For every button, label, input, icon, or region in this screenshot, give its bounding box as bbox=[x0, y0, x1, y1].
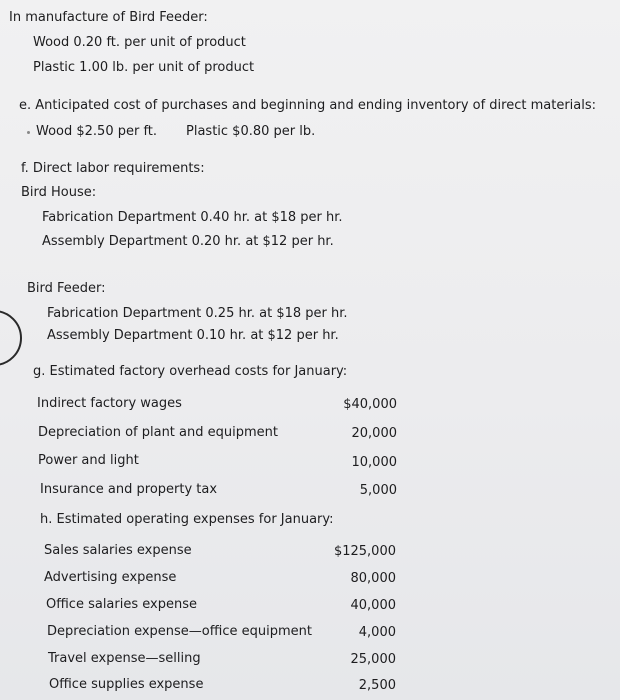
overhead-item-label: Power and light bbox=[38, 453, 139, 468]
expense-item-label: Office salaries expense bbox=[46, 597, 197, 612]
expense-item-label: Advertising expense bbox=[44, 570, 177, 585]
overhead-item-amount: 10,000 bbox=[351, 455, 397, 470]
bird-house-fabrication: Fabrication Department 0.40 hr. at $18 per hr. bbox=[42, 210, 343, 225]
bird-feeder-assembly: Assembly Department 0.10 hr. at $12 per hr. bbox=[47, 328, 339, 343]
section-e-heading: e. Anticipated cost of purchases and beginning and ending inventory of direct materials: bbox=[19, 98, 597, 113]
plastic-requirement: Plastic 1.00 lb. per unit of product bbox=[33, 60, 255, 75]
plastic-cost: Plastic $0.80 per lb. bbox=[186, 124, 316, 139]
bird-feeder-materials-heading: In manufacture of Bird Feeder: bbox=[9, 10, 208, 25]
bird-feeder-label: Bird Feeder: bbox=[27, 281, 106, 296]
expense-item-amount: 4,000 bbox=[358, 625, 396, 640]
bird-house-assembly: Assembly Department 0.20 hr. at $12 per hr. bbox=[42, 234, 334, 249]
margin-circle-mark bbox=[0, 310, 22, 366]
expense-item-label: Travel expense—selling bbox=[48, 651, 201, 666]
section-f-heading: f. Direct labor requirements: bbox=[21, 161, 205, 176]
wood-cost: Wood $2.50 per ft. bbox=[36, 124, 158, 139]
wood-requirement: Wood 0.20 ft. per unit of product bbox=[33, 35, 246, 50]
overhead-item-amount: 5,000 bbox=[359, 483, 397, 498]
overhead-item-label: Depreciation of plant and equipment bbox=[38, 425, 278, 440]
expense-item-amount: 2,500 bbox=[358, 678, 396, 693]
expense-item-amount: $125,000 bbox=[333, 544, 396, 559]
overhead-item-amount: $40,000 bbox=[343, 397, 397, 412]
expense-item-label: Sales salaries expense bbox=[44, 543, 192, 558]
expense-item-amount: 80,000 bbox=[350, 571, 396, 586]
expense-item-amount: 25,000 bbox=[350, 652, 396, 667]
expense-item-amount: 40,000 bbox=[350, 598, 396, 613]
overhead-item-label: Indirect factory wages bbox=[37, 396, 182, 411]
overhead-item-amount: 20,000 bbox=[351, 426, 397, 441]
expense-item-label: Office supplies expense bbox=[49, 677, 204, 692]
bird-feeder-fabrication: Fabrication Department 0.25 hr. at $18 per hr. bbox=[47, 306, 348, 321]
expense-item-label: Depreciation expense—office equipment bbox=[47, 624, 312, 639]
section-h-heading: h. Estimated operating expenses for January: bbox=[40, 512, 334, 527]
bullet-dot bbox=[27, 131, 30, 134]
overhead-item-label: Insurance and property tax bbox=[40, 482, 218, 497]
bird-house-label: Bird House: bbox=[21, 185, 97, 200]
section-g-heading: g. Estimated factory overhead costs for January: bbox=[33, 364, 348, 379]
